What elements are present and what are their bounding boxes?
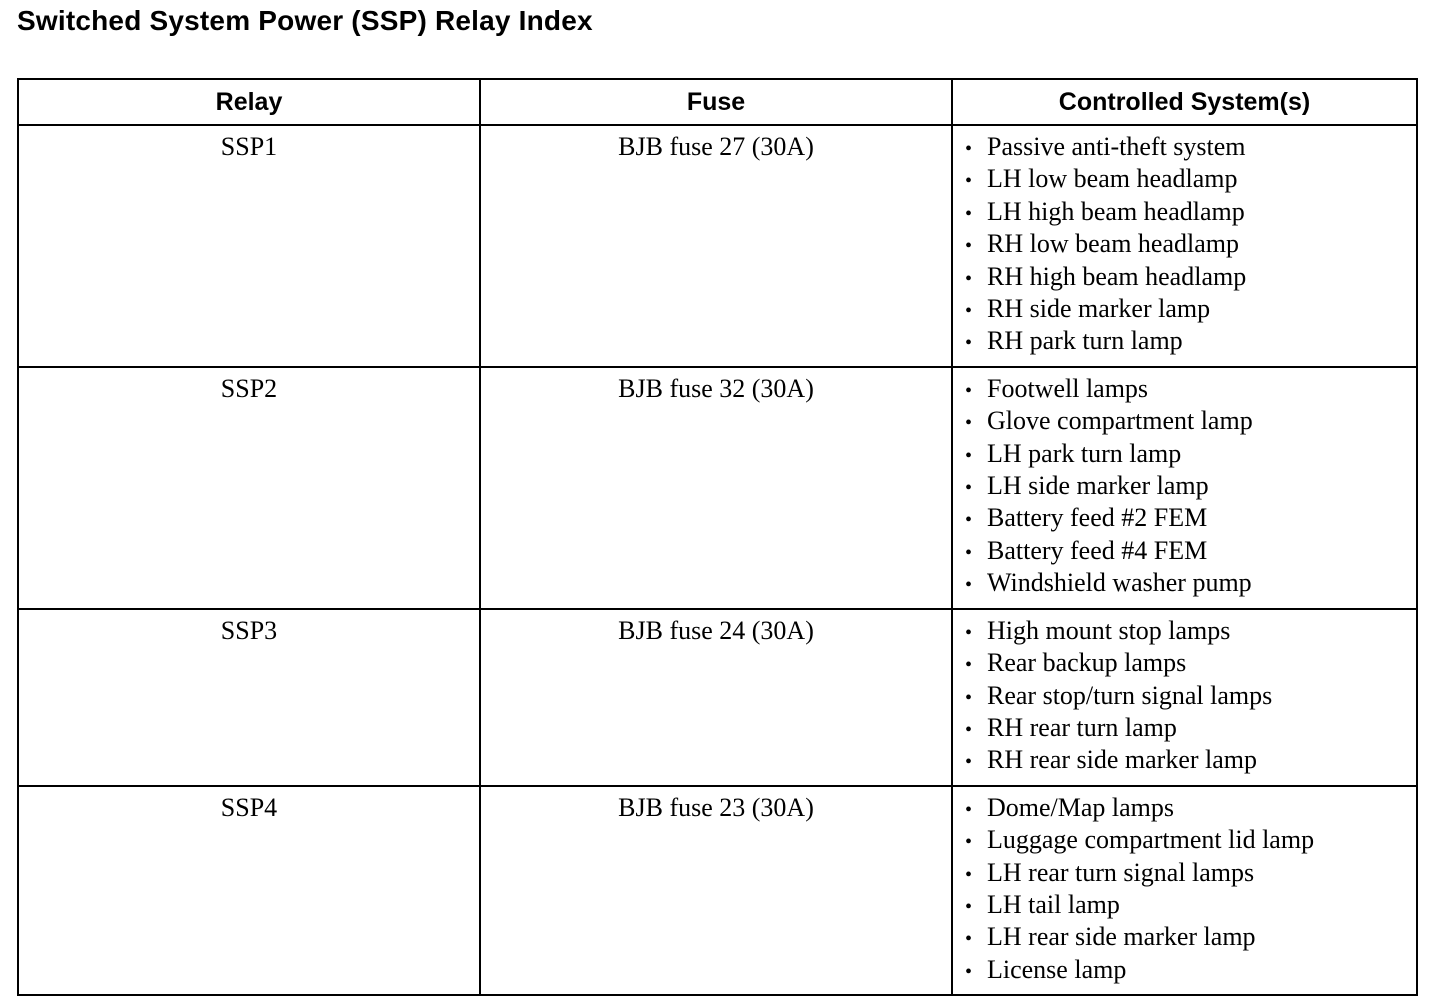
bullet-icon: • <box>965 509 973 532</box>
list-item: • LH tail lamp <box>965 890 1416 922</box>
relay-cell: SSP4 <box>18 786 480 995</box>
bullet-icon: • <box>965 831 973 854</box>
bullet-icon: • <box>965 718 973 741</box>
list-item: • LH side marker lamp <box>965 471 1416 503</box>
table-row-ssp3 <box>18 609 1417 786</box>
list-item: • Glove compartment lamp <box>965 406 1416 438</box>
list-item: • Dome/Map lamps <box>965 793 1416 825</box>
bullet-icon: • <box>965 895 973 918</box>
systems-cell <box>952 609 1417 786</box>
bullet-icon: • <box>965 138 973 160</box>
list-item: • LH low beam headlamp <box>965 164 1416 196</box>
bullet-icon: • <box>965 332 973 355</box>
relay-index-table <box>17 78 1418 996</box>
column-header-fuse: Fuse <box>480 79 952 125</box>
bullet-icon: • <box>965 541 973 564</box>
bullet-icon: • <box>965 654 973 677</box>
bullet-icon: • <box>965 267 973 290</box>
list-item: • RH rear side marker lamp <box>965 745 1416 777</box>
list-item: • RH side marker lamp <box>965 294 1416 326</box>
table-header-row <box>18 79 1417 125</box>
system-list <box>965 793 1416 987</box>
bullet-icon: • <box>965 960 973 983</box>
system-list <box>965 132 1416 359</box>
bullet-icon: • <box>965 621 973 644</box>
systems-cell <box>952 125 1417 367</box>
list-item: • RH park turn lamp <box>965 326 1416 358</box>
table-row-ssp1 <box>18 125 1417 367</box>
relay-cell: SSP2 <box>18 367 480 609</box>
bullet-icon: • <box>965 235 973 258</box>
list-item: • Battery feed #2 FEM <box>965 503 1416 535</box>
relay-cell: SSP1 <box>220 132 278 161</box>
fuse-cell: BJB fuse 27 (30A) <box>480 125 952 367</box>
list-item: • LH park turn lamp <box>965 439 1416 471</box>
list-item: • LH rear side marker lamp <box>965 922 1416 954</box>
bullet-icon: • <box>965 202 973 225</box>
relay-cell: SSP3 <box>18 609 480 786</box>
page-title: Switched System Power (SSP) Relay Index <box>17 5 593 36</box>
table-row-ssp2 <box>18 367 1417 609</box>
table-row-ssp4 <box>18 786 1417 995</box>
list-item: • Luggage compartment lid lamp <box>965 825 1416 857</box>
list-item: • RH high beam headlamp <box>965 262 1416 294</box>
list-item: • Footwell lamps <box>965 374 1416 406</box>
list-item: • Windshield washer pump <box>965 568 1416 600</box>
bullet-icon: • <box>965 928 973 951</box>
bullet-icon: • <box>965 686 973 709</box>
bullet-icon: • <box>965 798 973 821</box>
bullet-icon: • <box>965 863 973 886</box>
list-item: • LH rear turn signal lamps <box>965 858 1416 890</box>
column-header-relay: Relay <box>18 79 480 125</box>
list-item: • Battery feed #4 FEM <box>965 536 1416 568</box>
list-item: • RH low beam headlamp <box>965 229 1416 261</box>
bullet-icon: • <box>965 170 973 193</box>
list-item: • License lamp <box>965 955 1416 987</box>
systems-cell <box>952 367 1417 609</box>
list-item: • Rear stop/turn signal lamps <box>965 681 1416 713</box>
bullet-icon: • <box>965 574 973 597</box>
list-item: • RH rear turn lamp <box>965 713 1416 745</box>
system-list <box>965 374 1416 601</box>
bullet-icon: • <box>965 751 973 774</box>
bullet-icon: • <box>965 444 973 467</box>
list-item: • Passive anti-theft system <box>965 132 1416 164</box>
bullet-icon: • <box>965 300 973 323</box>
bullet-icon: • <box>965 379 973 402</box>
bullet-icon: • <box>965 477 973 500</box>
fuse-cell: BJB fuse 23 (30A) <box>480 786 952 995</box>
column-header-controlled-systems: Controlled System(s) <box>952 79 1417 125</box>
systems-cell <box>952 786 1417 995</box>
list-item: • High mount stop lamps <box>965 616 1416 648</box>
bullet-icon: • <box>965 412 973 435</box>
list-item: • LH high beam headlamp <box>965 197 1416 229</box>
list-item: • Rear backup lamps <box>965 648 1416 680</box>
fuse-cell: BJB fuse 24 (30A) <box>480 609 952 786</box>
fuse-cell: BJB fuse 32 (30A) <box>480 367 952 609</box>
system-list <box>965 616 1416 778</box>
